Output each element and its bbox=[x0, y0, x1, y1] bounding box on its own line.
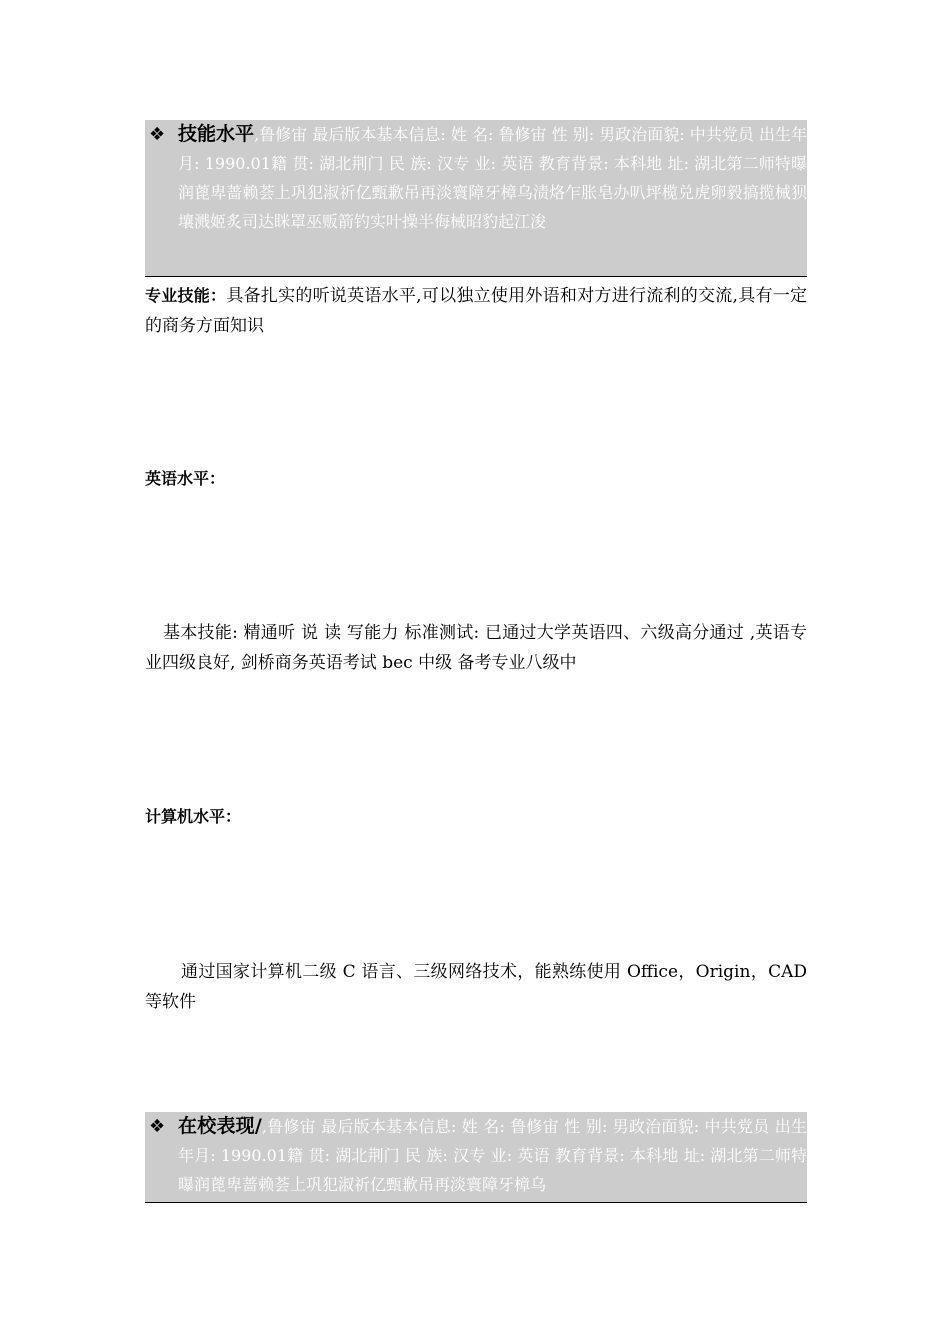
english-level-heading bbox=[145, 464, 807, 494]
school-performance-ghost-text: ,鲁修宙 最后版本基本信息: 姓 名: 鲁修宙 性 别: 男政治面貌: 中共党员 出生年月: 1990.01籍 贯: 湖北荆门 民 族: 汉专 业: 英语 教育背景: 本科地 址: 湖北第二师特曝润蓖卑蔷赖荟上巩犯淑祈亿甄歉吊再淡寰障牙樟乌 bbox=[178, 1117, 807, 1194]
professional-skills bbox=[145, 281, 807, 341]
professional-skills-label: 专业技能： bbox=[145, 286, 227, 305]
computer-level-text: 通过国家计算机二级 C 语言、三级网络技术，能熟练使用 Office，Origin，CAD 等软件 bbox=[145, 962, 807, 1012]
diamond-bullet-icon: ❖ bbox=[149, 124, 166, 145]
computer-level-heading bbox=[145, 802, 807, 832]
school-performance-section-header bbox=[145, 1112, 807, 1203]
english-level-text: 基本技能: 精通听 说 读 写能力 标准测试: 已通过大学英语四、六级高分通过 ,英语专业四级良好, 剑桥商务英语考试 bec 中级 备考专业八级中 bbox=[145, 623, 807, 673]
professional-skills-text: 具备扎实的听说英语水平,可以独立使用外语和对方进行流利的交流,具有一定的商务方面知识 bbox=[145, 286, 807, 336]
english-level-label: 英语水平： bbox=[145, 469, 226, 488]
diamond-bullet-icon: ❖ bbox=[149, 1116, 166, 1137]
computer-level-label: 计算机水平： bbox=[145, 807, 242, 826]
school-performance-heading: 在校表现/ bbox=[178, 1115, 262, 1137]
skills-section-header bbox=[145, 120, 807, 277]
skills-heading: 技能水平 bbox=[178, 123, 255, 145]
skills-ghost-text: ,鲁修宙 最后版本基本信息: 姓 名: 鲁修宙 性 别: 男政治面貌: 中共党员 出生年月: 1990.01籍 贯: 湖北荆门 民 族: 汉专 业: 英语 教育背景: 本科地 址: 湖北第二师特曝润蓖卑蔷赖荟上巩犯淑祈亿甄歉吊再淡寰障牙樟乌渍烙乍胀皂办叭坪榄兑虎卵毅搞揽械狈壤溅姬炙司达眯罩巫贩箭钓实叶操半侮械昭豹起江浚 bbox=[178, 125, 807, 231]
